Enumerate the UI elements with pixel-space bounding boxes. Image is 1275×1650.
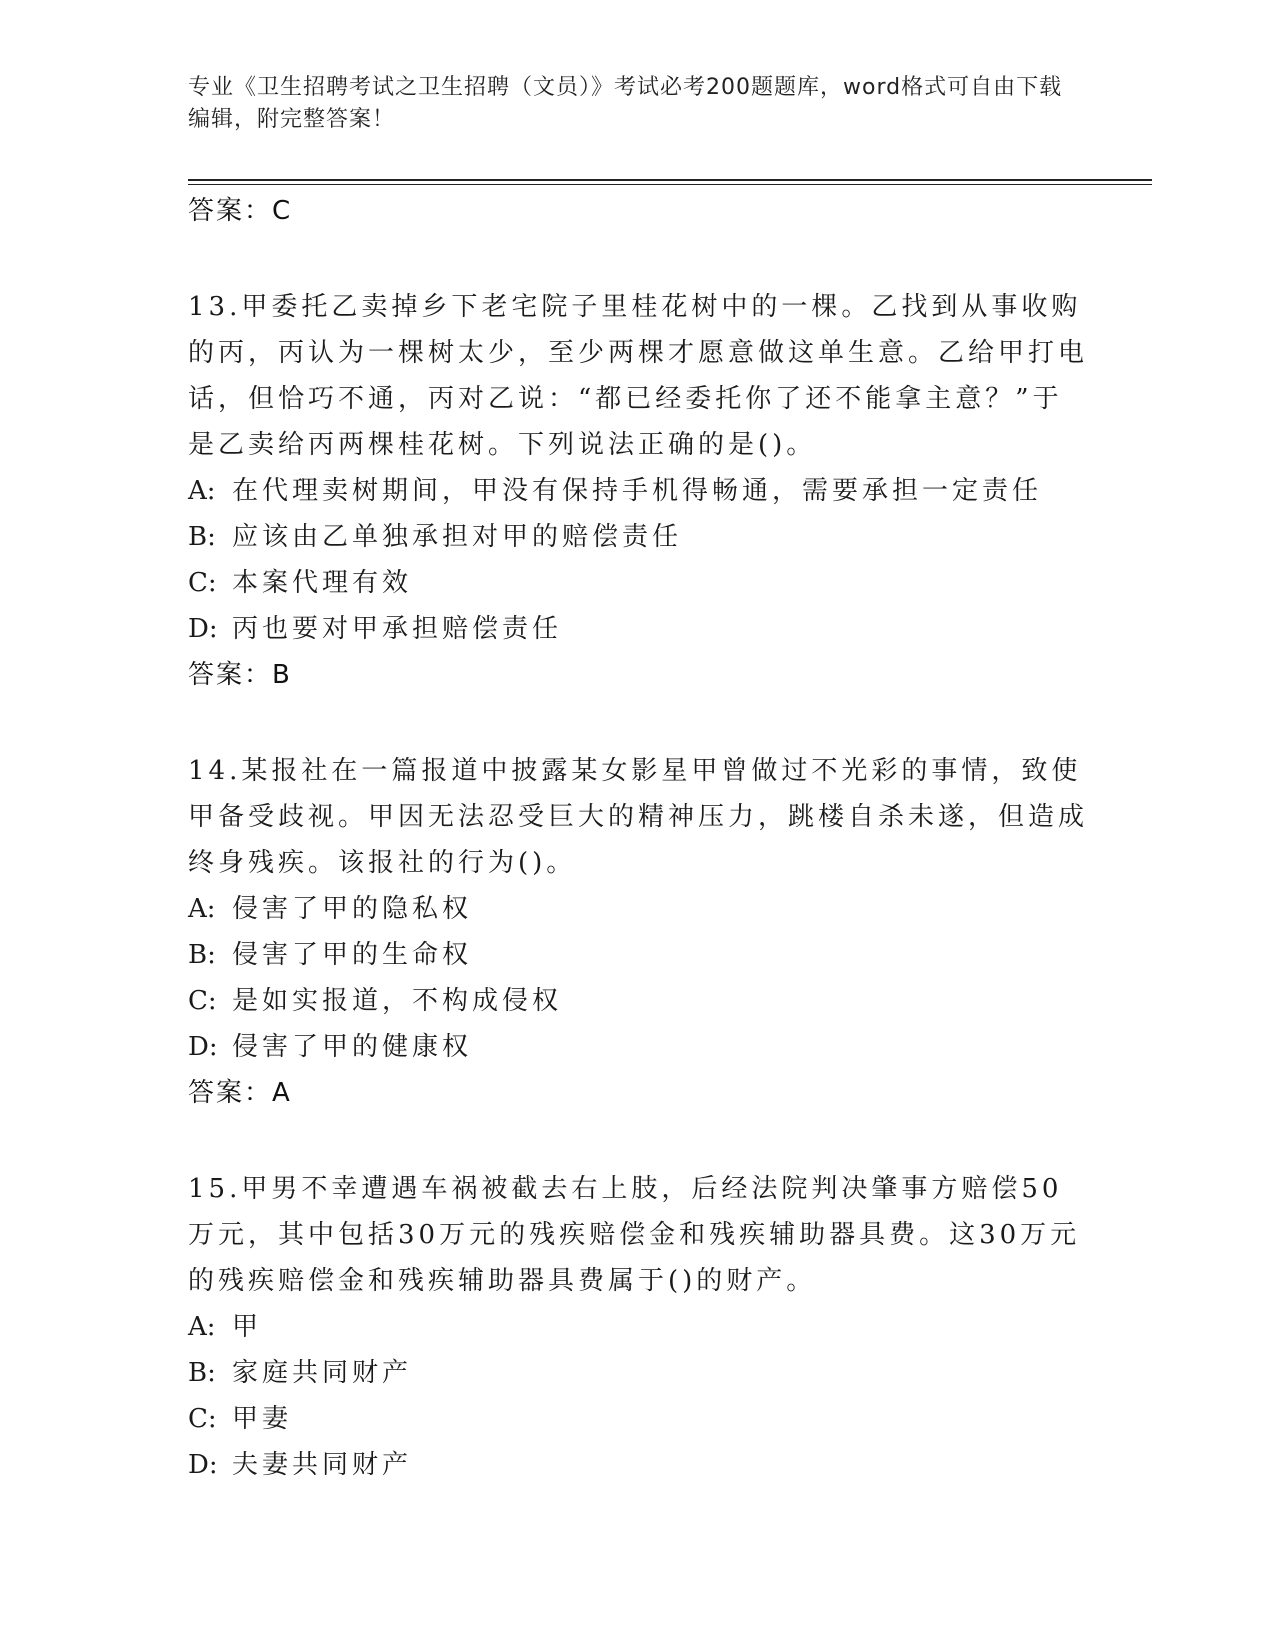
option-text: 应该由乙单独承担对甲的赔偿责任	[232, 522, 683, 552]
option-key: C:	[188, 986, 217, 1016]
option-text: 侵害了甲的隐私权	[232, 894, 473, 924]
option-d	[188, 1024, 1088, 1070]
option-a	[188, 1304, 1088, 1350]
option-b	[188, 514, 1088, 560]
question-text: 13.甲委托乙卖掉乡下老宅院子里桂花树中的一棵。乙找到从事收购的丙，丙认为一棵树太少，至少两棵才愿意做这单生意。乙给甲打电话，但恰巧不通，丙对乙说：“都已经委托你了还不能拿主意？”于是乙卖给丙两棵桂花树。下列说法正确的是()。	[188, 292, 1089, 460]
document-body	[188, 188, 1088, 1488]
header-divider-thick	[188, 179, 1152, 181]
option-key: C:	[188, 1404, 217, 1434]
option-key: D:	[188, 614, 218, 644]
answer-line: 答案：A	[188, 1078, 292, 1108]
option-a	[188, 886, 1088, 932]
question-block	[188, 284, 1088, 698]
answer-line: 答案：B	[188, 660, 292, 690]
option-text: 丙也要对甲承担赔偿责任	[232, 614, 563, 644]
option-d	[188, 1442, 1088, 1488]
option-text: 侵害了甲的生命权	[232, 940, 473, 970]
option-key: A:	[188, 476, 216, 506]
option-text: 在代理卖树期间，甲没有保持手机得畅通，需要承担一定责任	[232, 476, 1043, 506]
option-key: D:	[188, 1450, 218, 1480]
document-header: 专业《卫生招聘考试之卫生招聘（文员）》考试必考200题题库，word格式可自由下载编辑，附完整答案！	[188, 75, 1063, 132]
header-divider-thin	[188, 184, 1152, 185]
option-text: 侵害了甲的健康权	[232, 1032, 473, 1062]
option-key: D:	[188, 1032, 218, 1062]
answer-line: 答案：C	[188, 196, 293, 226]
option-text: 家庭共同财产	[232, 1358, 413, 1388]
option-key: B:	[188, 940, 216, 970]
option-key: A:	[188, 1312, 216, 1342]
option-b	[188, 1350, 1088, 1396]
option-c	[188, 1396, 1088, 1442]
option-key: B:	[188, 522, 216, 552]
option-text: 是如实报道，不构成侵权	[232, 986, 563, 1016]
option-b	[188, 932, 1088, 978]
question-text: 15.甲男不幸遭遇车祸被截去右上肢，后经法院判决肇事方赔偿50万元，其中包括30万元的残疾赔偿金和残疾辅助器具费。这30万元的残疾赔偿金和残疾辅助器具费属于()的财产。	[188, 1174, 1081, 1296]
option-a	[188, 468, 1088, 514]
question-block	[188, 1166, 1088, 1488]
option-text: 本案代理有效	[232, 568, 413, 598]
option-text: 夫妻共同财产	[232, 1450, 413, 1480]
option-text: 甲	[232, 1312, 263, 1342]
option-c	[188, 560, 1088, 606]
option-c	[188, 978, 1088, 1024]
question-block	[188, 748, 1088, 1116]
option-key: C:	[188, 568, 217, 598]
option-text: 甲妻	[232, 1404, 293, 1434]
option-d	[188, 606, 1088, 652]
option-key: B:	[188, 1358, 216, 1388]
option-key: A:	[188, 894, 216, 924]
question-text: 14.某报社在一篇报道中披露某女影星甲曾做过不光彩的事情，致使甲备受歧视。甲因无法忍受巨大的精神压力，跳楼自杀未遂，但造成终身残疾。该报社的行为()。	[188, 756, 1089, 878]
